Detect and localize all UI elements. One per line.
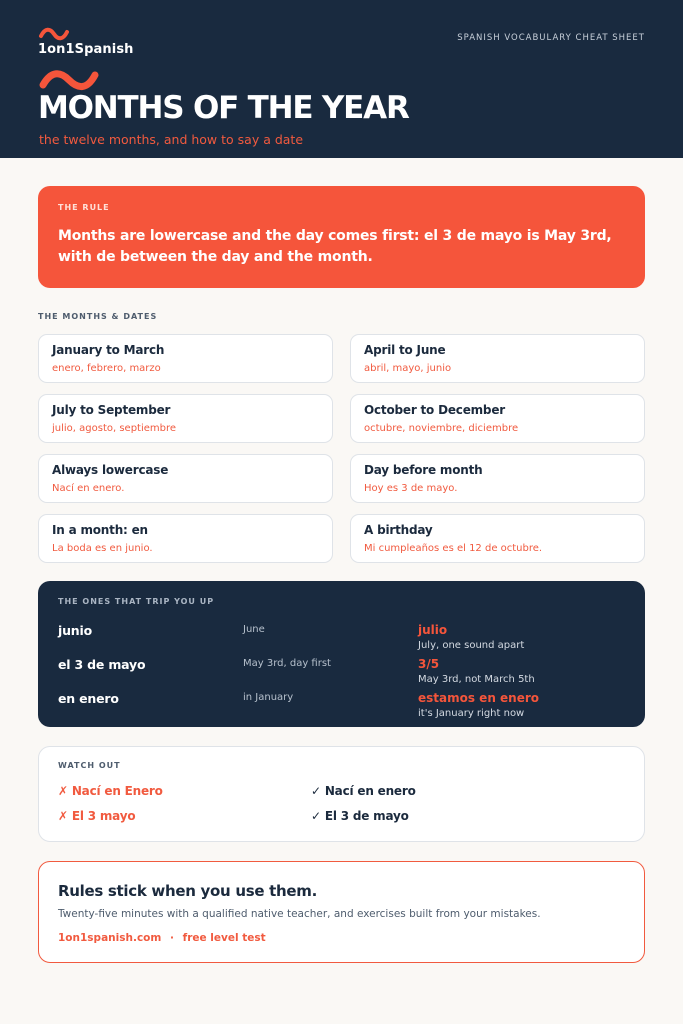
month-card-title: October to December [364,403,505,417]
wrong-text: Nací en Enero [71,784,163,798]
rule-label: THE RULE [58,203,110,212]
month-card-example: abril, mayo, junio [364,363,452,374]
month-card-example: Mi cumpleaños es el 12 de octubre. [364,543,543,554]
trip-note: July, one sound apart [418,640,525,651]
month-card-title: In a month: en [52,523,148,537]
cross-icon: ✗ [58,809,68,823]
month-card-title: April to June [364,343,446,357]
month-card-example: Nací en enero. [52,483,125,494]
trip-english: in January [243,692,294,703]
wrong-example [58,809,135,823]
right-text: El 3 de mayo [324,809,409,823]
trip-spanish: el 3 de mayo [58,657,146,672]
month-card [350,394,645,443]
level-test-link[interactable]: free level test [182,932,266,944]
watch-out-label: WATCH OUT [58,761,121,770]
cta-card [38,861,645,963]
wrong-example [58,784,163,798]
month-card-example: La boda es en junio. [52,543,153,554]
month-card-title: A birthday [364,523,433,537]
trip-english: May 3rd, day first [243,658,331,669]
trip-spanish: en enero [58,691,119,706]
trip-twin: julio [418,623,448,637]
check-icon: ✓ [311,809,321,823]
month-card-example: julio, agosto, septiembre [52,423,177,434]
trip-twin: estamos en enero [418,691,540,705]
right-example [311,809,409,823]
month-card [350,454,645,503]
trip-card [38,581,645,727]
right-text: Nací en enero [324,784,416,798]
month-card [38,514,333,563]
cta-text: Twenty-five minutes with a qualified native teacher, and exercises built from your mistakes. [58,908,541,920]
months-grid [38,334,645,563]
page-subtitle: the twelve months, and how to say a date [39,132,304,147]
rule-card [38,186,645,288]
month-card [38,454,333,503]
page-title: MONTHS OF THE YEAR [38,90,409,126]
trip-spanish: junio [58,623,92,638]
trip-english: June [243,624,265,635]
months-section-label: THE MONTHS & DATES [38,312,158,321]
month-card-example: enero, febrero, marzo [52,363,161,374]
cross-icon: ✗ [58,784,68,798]
trip-label: THE ONES THAT TRIP YOU UP [58,597,215,606]
month-card-title: July to September [52,403,171,417]
trip-note: it's January right now [418,708,525,719]
separator-dot: · [169,932,174,944]
header [0,0,683,158]
brand-logo: 1on1Spanish [38,42,134,57]
month-card-title: Always lowercase [52,463,169,477]
month-card [350,334,645,383]
month-card-example: octubre, noviembre, diciembre [364,423,519,434]
right-example [311,784,416,798]
trip-note: May 3rd, not March 5th [418,674,535,685]
title-wave-icon [38,68,100,92]
logo-wave-icon [38,26,70,42]
trip-twin: 3/5 [418,657,440,671]
month-card-example: Hoy es 3 de mayo. [364,483,458,494]
website-link[interactable]: 1on1spanish.com [58,932,162,944]
rule-text: Months are lowercase and the day comes first: el 3 de mayo is May 3rd, with de between the day and the month. [58,228,612,265]
cta-title: Rules stick when you use them. [58,882,317,900]
month-card [350,514,645,563]
watch-out-card [38,746,645,842]
month-card [38,334,333,383]
month-card [38,394,333,443]
wrong-text: El 3 mayo [71,809,136,823]
month-card-title: Day before month [364,463,483,477]
month-card-title: January to March [52,343,165,357]
check-icon: ✓ [311,784,321,798]
header-kicker: SPANISH VOCABULARY CHEAT SHEET [457,33,645,43]
cta-links [58,932,625,944]
